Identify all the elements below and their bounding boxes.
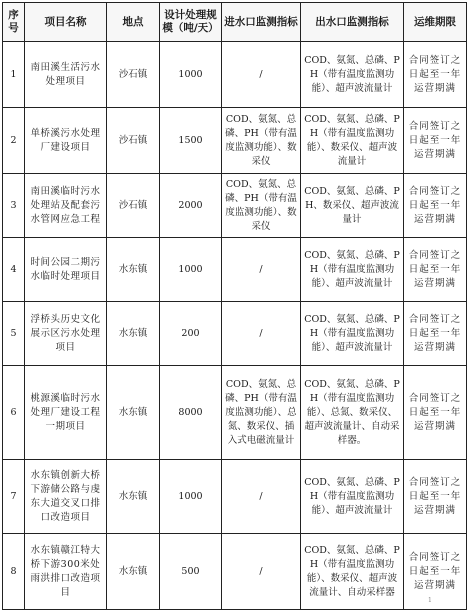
header-project: 项目名称	[25, 3, 107, 42]
cell-index: 4	[3, 238, 25, 302]
cell-inlet: /	[222, 534, 301, 610]
header-index: 序号	[3, 3, 25, 42]
cell-term: 合同签订之日起至一年运营期满	[404, 174, 467, 238]
cell-project: 浮桥头历史文化展示区污水处理项目	[25, 302, 107, 366]
cell-index: 3	[3, 174, 25, 238]
cell-project: 单桥溪污水处理厂建设项目	[25, 108, 107, 174]
cell-outlet: COD、氨氮、总磷、PH（带有温度监测功能）、超声波流量计	[301, 460, 404, 534]
cell-capacity: 1500	[160, 108, 222, 174]
table-row	[3, 302, 467, 366]
cell-project: 南田溪临时污水处理站及配套污水管网应急工程	[25, 174, 107, 238]
cell-project: 水东镇赣江特大桥下游300米处雨洪排口改造项目	[25, 534, 107, 610]
cell-index: 1	[3, 42, 25, 108]
cell-capacity: 1000	[160, 238, 222, 302]
cell-index: 6	[3, 366, 25, 460]
cell-capacity: 500	[160, 534, 222, 610]
cell-location: 水东镇	[107, 238, 160, 302]
cell-outlet: COD、氨氮、总磷、PH（带有温度监测功能）、数采仪、超声波流量计	[301, 108, 404, 174]
cell-inlet: COD、氨氮、总磷、PH（带有温度监测功能）、数采仪	[222, 174, 301, 238]
table-row	[3, 174, 467, 238]
cell-capacity: 1000	[160, 460, 222, 534]
cell-location: 水东镇	[107, 366, 160, 460]
cell-location: 沙石镇	[107, 174, 160, 238]
cell-term: 合同签订之日起至一年运营期满	[404, 238, 467, 302]
cell-inlet: COD、氨氮、总磷、PH（带有温度监测功能）、总氮、数采仪、插入式电磁流量计	[222, 366, 301, 460]
cell-term: 合同签订之日起至一年运营期满	[404, 460, 467, 534]
cell-outlet: COD、氨氮、总磷、PH、数采仪、超声波流量计	[301, 174, 404, 238]
cell-term: 合同签订之日起至一年运营期满	[404, 42, 467, 108]
cell-index: 8	[3, 534, 25, 610]
cell-location: 水东镇	[107, 534, 160, 610]
header-term: 运维期限	[404, 3, 467, 42]
cell-outlet: COD、氨氮、总磷、PH（带有温度监测功能）、总氮、数采仪、超声波流量计、自动采样器。	[301, 366, 404, 460]
cell-location: 沙石镇	[107, 42, 160, 108]
cell-inlet: COD、氨氮、总磷、PH（带有温度监测功能）、数采仪	[222, 108, 301, 174]
header-capacity: 设计处理规模（吨/天）	[160, 3, 222, 42]
cell-outlet: COD、氨氮、总磷、PH（带有温度监测功能）、超声波流量计	[301, 238, 404, 302]
table-row	[3, 42, 467, 108]
table-row	[3, 238, 467, 302]
header-inlet: 进水口监测指标	[222, 3, 301, 42]
header-location: 地点	[107, 3, 160, 42]
cell-capacity: 8000	[160, 366, 222, 460]
cell-outlet: COD、氨氮、总磷、PH（带有温度监测功能）、数采仪、超声波流量计、自动采样器	[301, 534, 404, 610]
cell-location: 沙石镇	[107, 108, 160, 174]
cell-outlet: COD、氨氮、总磷、PH（带有温度监测功能）、超声波流量计	[301, 302, 404, 366]
table-row	[3, 108, 467, 174]
table-body	[3, 42, 467, 610]
cell-term: 合同签订之日起至一年运营期满	[404, 366, 467, 460]
cell-term: 合同签订之日起至一年运营期满	[404, 108, 467, 174]
table-row	[3, 460, 467, 534]
cell-location: 水东镇	[107, 302, 160, 366]
cell-index: 5	[3, 302, 25, 366]
table-header	[3, 3, 467, 42]
cell-capacity: 200	[160, 302, 222, 366]
header-outlet: 出水口监测指标	[301, 3, 404, 42]
cell-outlet: COD、氨氮、总磷、PH（带有温度监测功能）、超声波流量计	[301, 42, 404, 108]
cell-inlet: /	[222, 302, 301, 366]
cell-inlet: /	[222, 42, 301, 108]
cell-inlet: /	[222, 238, 301, 302]
cell-location: 水东镇	[107, 460, 160, 534]
header-row	[3, 3, 467, 42]
cell-project: 南田溪生活污水处理项目	[25, 42, 107, 108]
monitoring-table	[2, 2, 467, 610]
page-mark: 1	[428, 597, 432, 604]
table-row	[3, 366, 467, 460]
cell-term: 合同签订之日起至一年运营期满	[404, 534, 467, 610]
cell-term: 合同签订之日起至一年运营期满	[404, 302, 467, 366]
cell-capacity: 2000	[160, 174, 222, 238]
cell-index: 7	[3, 460, 25, 534]
cell-project: 桃源溪临时污水处理厂建设工程一期项目	[25, 366, 107, 460]
cell-inlet: /	[222, 460, 301, 534]
cell-index: 2	[3, 108, 25, 174]
cell-project: 水东镇创新大桥下游储公路与虔东大道交叉口排口改造项目	[25, 460, 107, 534]
table-row	[3, 534, 467, 610]
cell-project: 时间公园二期污水临时处理项目	[25, 238, 107, 302]
cell-capacity: 1000	[160, 42, 222, 108]
